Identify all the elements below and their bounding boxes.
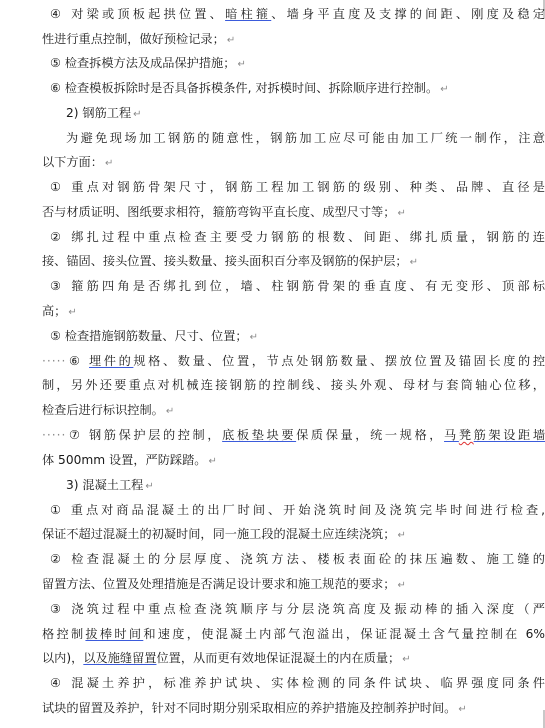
- paragraph-mark-icon: ↵: [397, 580, 406, 591]
- paragraph-mark-icon: ↵: [237, 59, 246, 70]
- paragraph-mark-icon: ↵: [249, 332, 259, 343]
- paragraph-mark-icon: ↵: [104, 158, 114, 169]
- paragraph-mark-icon: ↵: [402, 654, 411, 665]
- paragraph-mark-icon: ↵: [397, 530, 406, 541]
- paragraph-mark-icon: ↵: [458, 704, 467, 715]
- text-line: ① 重点对钢筋骨架尺寸，钢筋工程加工钢筋的级别、种类、品牌、直径是: [50, 180, 545, 194]
- text-line: 性进行重点控制，做好预检记录； ↵: [42, 32, 236, 46]
- text-line: 制，另外还要重点对机械连接钢筋的控制线、接头外观、母材与套筒轴心位移，: [42, 378, 545, 392]
- paragraph-mark-icon: ↵: [397, 208, 406, 219]
- paragraph-mark-icon: ↵: [440, 84, 449, 95]
- text-line: 保证不超过混凝土的初凝时间，同一施工段的混凝土应连续浇筑； ↵: [42, 527, 406, 541]
- text-line: ③ 浇筑过程中重点检查浇筑顺序与分层浇筑高度及振动棒的插入深度（严: [50, 602, 545, 616]
- section-heading: 3) 混凝土工程 ↵: [66, 478, 154, 492]
- text-line: 否与材质证明、图纸要求相符，箍筋弯钩平直长度、成型尺寸等； ↵: [42, 205, 406, 219]
- section-heading: 2) 钢筋工程 ↵: [66, 106, 142, 120]
- paragraph-mark-icon: ↵: [133, 109, 142, 120]
- text-line: 体 500mm 设置，严防踩踏。 ↵: [42, 453, 217, 467]
- text-line: ① 重点对商品混凝土的出厂时间、开始浇筑时间及浇筑完毕时间进行检查,: [50, 503, 545, 517]
- text-line: ⑤ 检查措施钢筋数量、尺寸、位置； ↵: [50, 329, 259, 343]
- paragraph-mark-icon: ↵: [145, 481, 154, 492]
- paragraph-mark-icon: ↵: [409, 257, 419, 268]
- text-line: 以下方面： ↵: [42, 155, 114, 169]
- text-line: 接、锚固、接头位置、接头数量、接头面积百分率及钢筋的保护层； ↵: [42, 254, 419, 268]
- text-line: ·····⑥ 埋件的规格、数量、位置，节点处钢筋数量、摆放位置及锚固长度的控: [42, 354, 545, 368]
- text-line: ⑥ 检查模板拆除时是否具备拆模条件, 对拆模时间、拆除顺序进行控制。 ↵: [50, 81, 449, 95]
- paragraph-mark-icon: ↵: [165, 406, 175, 417]
- text-line: 高； ↵: [42, 304, 77, 318]
- text-line: ·····⑦ 钢筋保护层的控制，底板垫块要保质保量，统一规格，马凳筋架设距墙: [42, 428, 545, 442]
- text-line: 以内)，以及施缝留置位置，从而更有效地保证混凝土的内在质量； ↵: [42, 651, 411, 665]
- text-line: 试块的留置及养护，针对不同时期分别采取相应的养护措施及控制养护时间。 ↵: [42, 701, 467, 715]
- text-line: ④ 对梁或顶板起拱位置、暗柱箍、墙身平直度及支撑的间距、刚度及稳定: [50, 7, 545, 21]
- paragraph-mark-icon: ↵: [208, 456, 217, 467]
- text-line: ② 检查混凝土的分层厚度、浇筑方法、楼板表面砼的抹压遍数、施工缝的: [50, 552, 545, 566]
- paragraph-mark-icon: ↵: [226, 35, 236, 46]
- text-line: 格控制拔棒时间和速度，使混凝土内部气泡溢出，保证混凝土含气量控制在 6%: [42, 627, 545, 641]
- text-line: ③ 箍筋四角是否绑扎到位，墙、柱钢筋骨架的垂直度、有无变形、顶部标: [50, 279, 545, 293]
- text-line: ⑤ 检查拆模方法及成品保护措施； ↵: [50, 56, 246, 70]
- text-line: 检查后进行标识控制。 ↵: [42, 403, 175, 417]
- text-line: ② 绑扎过程中重点检查主要受力钢筋的根数、间距、绑扎质量，钢筋的连: [50, 230, 545, 244]
- paragraph-mark-icon: ↵: [68, 307, 77, 318]
- text-line: 留置方法、位置及处理措施是否满足设计要求和施工规范的要求； ↵: [42, 577, 406, 591]
- text-line: 为避免现场加工钢筋的随意性，钢筋加工应尽可能由加工厂统一制作，注意: [66, 131, 545, 145]
- text-line: ④ 混凝土养护，标准养护试块、实体检测的同条件试块、临界强度同条件: [50, 676, 545, 690]
